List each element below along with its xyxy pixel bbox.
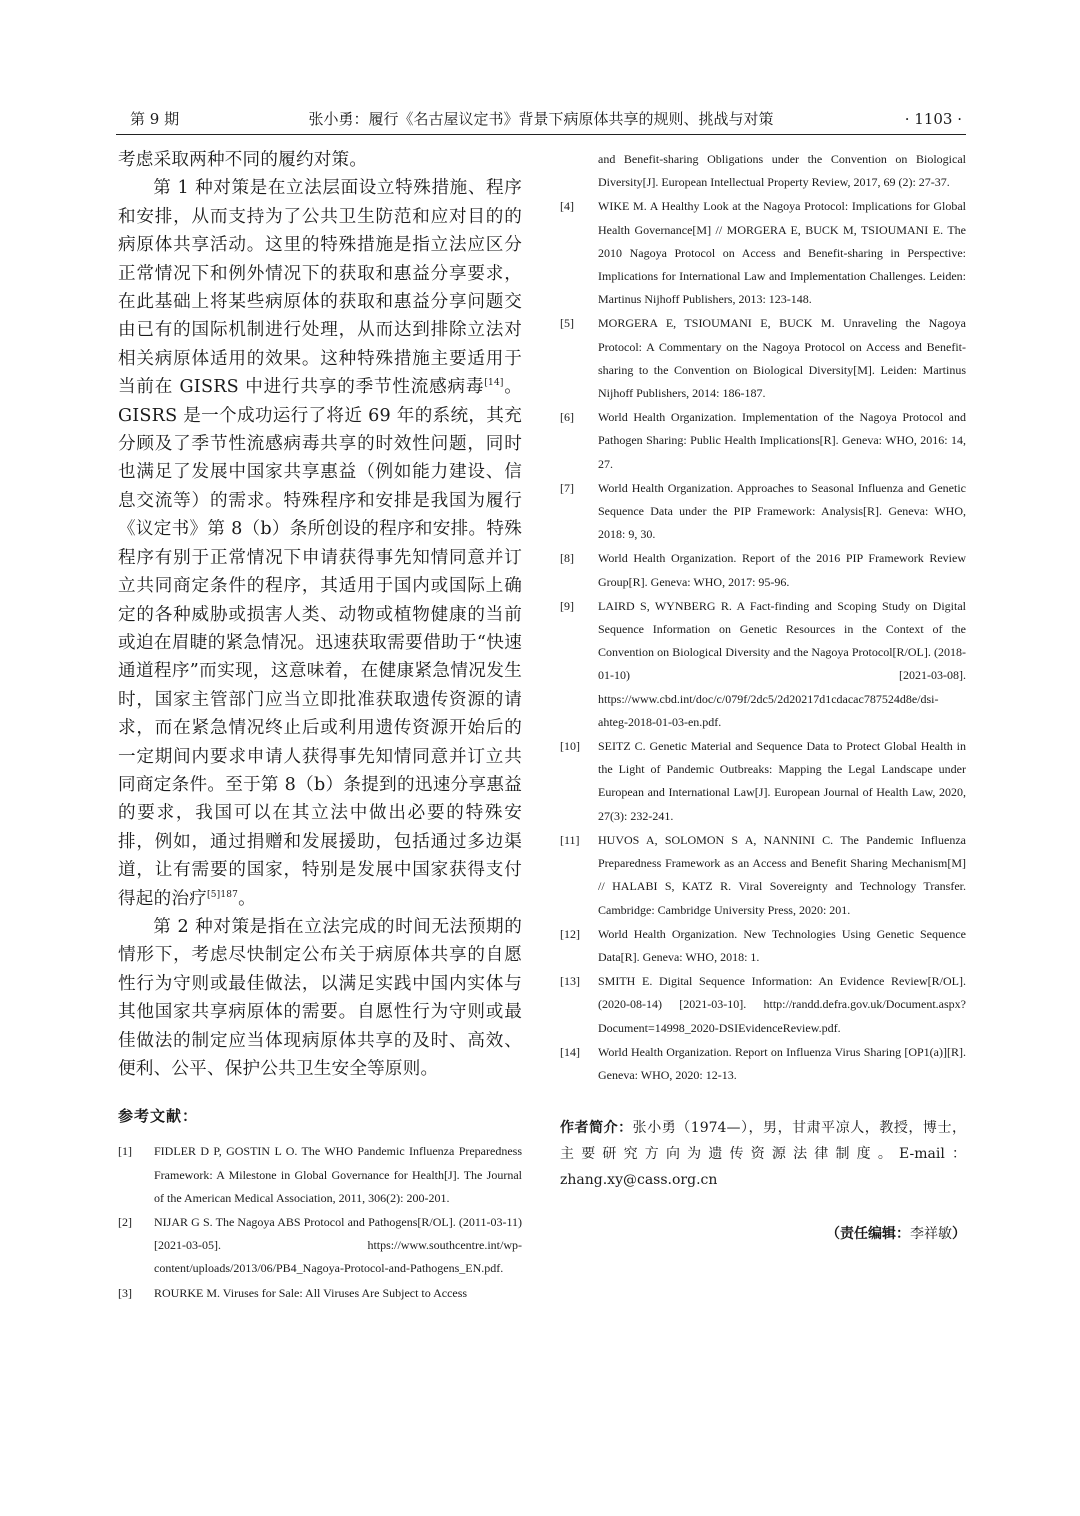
reference-item bbox=[560, 477, 966, 547]
reference-item bbox=[118, 1140, 522, 1210]
reference-item bbox=[560, 312, 966, 405]
reference-text: SMITH E. Digital Sequence Information: An Evidence Review[R/OL]. (2020-08-14) [2021-03-10]. http://randd.defra.gov.uk/Document.aspx?Document=14998_2020-DSIEvidenceReview.pdf. bbox=[598, 974, 966, 1035]
issue-number: 第 9 期 bbox=[130, 110, 180, 128]
reference-list bbox=[118, 1140, 522, 1304]
author-bio-text: 张小勇（1974—），男，甘肃平凉人，教授，博士，主要研究方向为遗传资源法律制度。E-mail：zhang.xy@cass.org.cn bbox=[560, 1120, 966, 1189]
editor-label: 责任编辑： bbox=[840, 1226, 910, 1243]
reference-text: NIJAR G S. The Nagoya ABS Protocol and Pathogens[R/OL]. (2011-03-11) [2021-03-05]. https://www.southcentre.int/wp-content/uploads/2013/06/PB4_Nagoya-Protocol-and-Pathogens_EN.pdf. bbox=[154, 1215, 522, 1276]
citation-marker: [5]187 bbox=[206, 889, 239, 900]
reference-item bbox=[560, 406, 966, 476]
reference-item bbox=[560, 735, 966, 828]
reference-text: LAIRD S, WYNBERG R. A Fact-finding and Scoping Study on Digital Sequence Information on Genetic Resources in the Context of the Convention on Biological Diversity and the Nagoya Protocol[R/OL]. (2018-01-10) [2021-03-08]. https://www.cbd.int/doc/c/079f/2dc5/2d20217d1cdacac787524d8e/dsi-ahteg-2018-01-03-en.pdf. bbox=[598, 598, 966, 729]
reference-number: [7] bbox=[560, 480, 574, 495]
responsible-editor: （责任编辑：李祥敏） bbox=[826, 1226, 966, 1243]
reference-number: [2] bbox=[118, 1215, 132, 1230]
reference-text: WIKE M. A Healthy Look at the Nagoya Protocol: Implications for Global Health Governance[M] // MORGERA E, BUCK M, TSIOUMANI E. The 2010 Nagoya Protocol on Access and Benefit-sharing in Perspective: Implications for International Law and Implementation Challenges. Leiden: Martinus Nijhoff Publishers, 2013: 123-148. bbox=[598, 199, 966, 307]
page-number: · 1103 · bbox=[904, 110, 962, 128]
reference-item bbox=[560, 1041, 966, 1087]
author-bio-label: 作者简介： bbox=[560, 1120, 633, 1137]
reference-item bbox=[560, 547, 966, 593]
reference-number: [12] bbox=[560, 926, 580, 941]
reference-number: [5] bbox=[560, 316, 574, 331]
reference-number: [11] bbox=[560, 832, 580, 847]
reference-text: ROURKE M. Viruses for Sale: All Viruses Are Subject to Access bbox=[154, 1285, 468, 1300]
reference-item bbox=[118, 1211, 522, 1281]
reference-number: [14] bbox=[560, 1044, 580, 1059]
reference-number: [8] bbox=[560, 551, 574, 566]
left-column bbox=[118, 146, 522, 1306]
reference-text: World Health Organization. Approaches to Seasonal Influenza and Genetic Sequence Data under the PIP Framework: Analysis[R]. Geneva: WHO, 2018: 9, 30. bbox=[598, 480, 966, 542]
body-paragraph: 第 1 种对策是在立法层面设立特殊措施、程序和安排，从而支持为了公共卫生防范和应对目的的病原体共享活动。这里的特殊措施是指立法应区分正常情况下和例外情况下的获取和惠益分享要求，在此基础上将某些病原体的获取和惠益分享问题交由已有的国际机制进行处理，从而达到排除立法对相关病原体适用的效果。这种特殊措施主要适用于当前在 GISRS 中进行共享的季节性流感病毒[14]。GISRS 是一个成功运行了将近 69 年的系统，其充分顾及了季节性流感病毒共享的时效性问题，同时也满足了发展中国家共享惠益（例如能力建设、信息交流等）的需求。特殊程序和安排是我国为履行《议定书》第 8（b）条所创设的程序和安排。特殊程序有别于正常情况下申请获得事先知情同意并订立共同商定条件的程序，其适用于国内或国际上确定的各种威胁或损害人类、动物或植物健康的当前或迫在眉睫的紧急情况。迅速获取需要借助于“快速通道程序”而实现，这意味着，在健康紧急情况发生时，国家主管部门应当立即批准获取遗传资源的请求，而在紧急情况终止后或利用遗传资源开始后的一定期间内要求申请人获得事先知情同意并订立共同商定条件。至于第 8（b）条提到的迅速分享惠益的要求，我国可以在其立法中做出必要的特殊安排，例如，通过捐赠和发展援助，包括通过多边渠道，让有需要的国家，特别是发展中国家获得支付得起的治疗$^{[5]187}$。 bbox=[118, 178, 522, 909]
reference-item bbox=[560, 923, 966, 969]
reference-item bbox=[560, 970, 966, 1040]
reference-text: World Health Organization. New Technologies Using Genetic Sequence Data[R]. Geneva: WHO, 2018: 1. bbox=[598, 926, 966, 964]
editor-name: 李祥敏 bbox=[910, 1226, 952, 1243]
reference-number: [10] bbox=[560, 739, 580, 754]
citation-marker: [14] bbox=[484, 378, 504, 389]
running-header bbox=[116, 106, 966, 135]
body-paragraph: 第 2 种对策是指在立法完成的时间无法预期的情形下，考虑尽快制定公布关于病原体共享的自愿性行为守则或最佳做法，以满足实践中国内实体与其他国家共享病原体的需要。自愿性行为守则或最佳做法的制定应当体现病原体共享的及时、高效、便利、公平、保护公共卫生安全等原则。 bbox=[118, 916, 522, 1079]
reference-number: [1] bbox=[118, 1144, 132, 1159]
reference-number: [9] bbox=[560, 598, 574, 613]
reference-text: World Health Organization. Report of the 2016 PIP Framework Review Group[R]. Geneva: WHO, 2017: 95-96. bbox=[598, 551, 966, 589]
reference-number: [3] bbox=[118, 1285, 132, 1300]
reference-number: [6] bbox=[560, 410, 574, 425]
reference-item bbox=[560, 195, 966, 311]
reference-number: [13] bbox=[560, 974, 580, 989]
body-paragraph: 考虑采取两种不同的履约对策。 bbox=[118, 150, 368, 170]
reference-list bbox=[560, 195, 966, 1087]
reference-text: World Health Organization. Report on Influenza Virus Sharing [OP1(a)][R]. Geneva: WHO, 2020: 12-13. bbox=[598, 1044, 966, 1082]
reference-number: [4] bbox=[560, 199, 574, 214]
reference-text: World Health Organization. Implementation of the Nagoya Protocol and Pathogen Sharing: Public Health Implications[R]. Geneva: WHO, 2016: 14, 27. bbox=[598, 410, 966, 471]
running-title: 张小勇：履行《名古屋议定书》背景下病原体共享的规则、挑战与对策 bbox=[308, 110, 774, 128]
reference-text: HUVOS A, SOLOMON S A, NANNINI C. The Pandemic Influenza Preparedness Framework as an Access and Benefit Sharing Mechanism[M] // HALABI S, KATZ R. Viral Sovereignty and Technology Transfer. Cambridge: Cambridge University Press, 2020: 201. bbox=[598, 832, 966, 917]
reference-continuation: and Benefit-sharing Obligations under the Convention on Biological Diversity[J]. European Intellectual Property Review, 2017, 69 (2): 27-37. bbox=[598, 152, 966, 190]
references-heading: 参考文献： bbox=[118, 1107, 199, 1126]
reference-text: SEITZ C. Genetic Material and Sequence Data to Protect Global Health in the Light of Pandemic Outbreaks: Mapping the Legal Landscape under European and International Law[J]. European Journal of Health Law, 2020, 27(3): 232-241. bbox=[598, 739, 966, 823]
reference-item bbox=[560, 829, 966, 922]
reference-text: FIDLER D P, GOSTIN L O. The WHO Pandemic Influenza Preparedness Framework: A Milestone in Global Governance for Health[J]. The Journal of the American Medical Association, 2011, 306(2): 200-201. bbox=[154, 1144, 522, 1205]
reference-text: MORGERA E, TSIOUMANI E, BUCK M. Unraveling the Nagoya Protocol: A Commentary on the Nagoya Protocol on Access and Benefit-sharing to the Convention on Biological Diversity[M]. Leiden: Martinus Nijhoff Publishers, 2014: 186-187. bbox=[598, 316, 966, 401]
author-bio bbox=[560, 1115, 966, 1193]
right-column bbox=[560, 148, 966, 1243]
reference-item bbox=[560, 595, 966, 734]
reference-item bbox=[118, 1282, 522, 1305]
